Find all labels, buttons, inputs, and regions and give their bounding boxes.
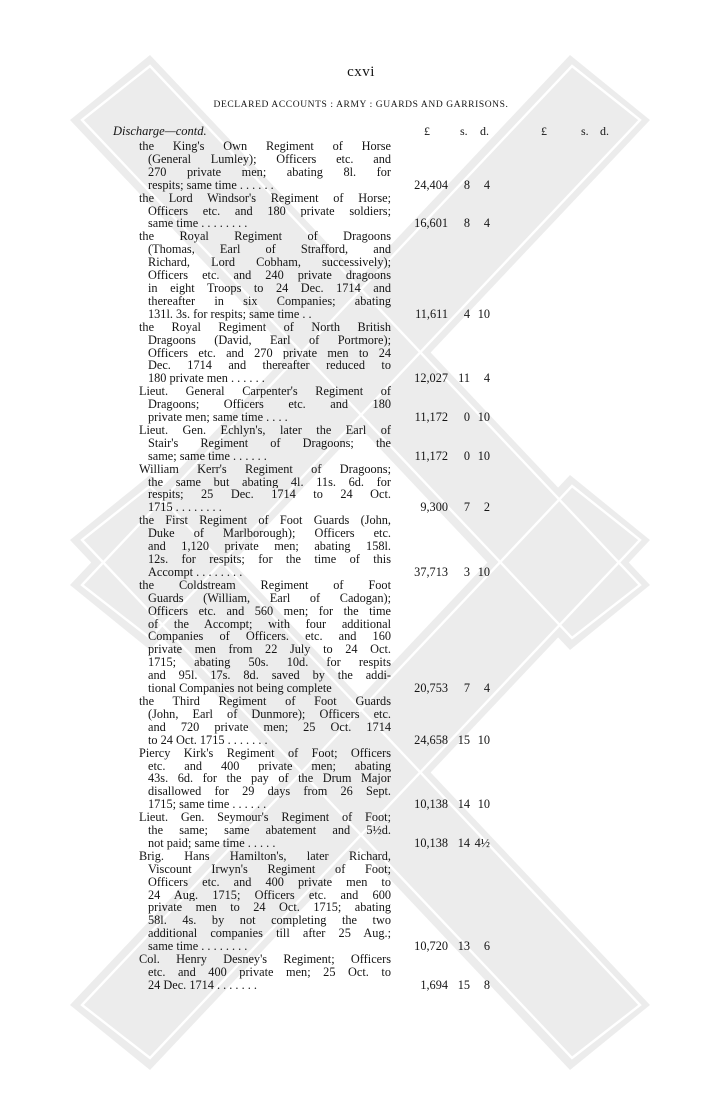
- entry-line: the Third Regiment of Foot Guards: [139, 694, 391, 708]
- amount-pounds: 10,720: [414, 939, 448, 954]
- amount-shillings: 4: [463, 306, 470, 321]
- column-headers: [0, 124, 722, 140]
- entry-line: Dragoons; Officers etc. and 180: [148, 398, 391, 412]
- entry-line: 180 private men . . . . . .: [148, 372, 265, 386]
- account-entry: [0, 579, 722, 695]
- entry-line: Officers etc. and 560 men; for the time: [148, 604, 391, 618]
- entry-line: etc. and 400 private men; 25 Oct. to: [148, 966, 391, 979]
- entry-line: private men from 22 July to 24 Oct.: [148, 643, 391, 657]
- amount-pence: 2: [483, 500, 490, 515]
- amount-shillings: 0: [463, 410, 470, 425]
- entry-description: [139, 192, 391, 231]
- account-entry: [0, 695, 722, 747]
- entry-line: to 24 Oct. 1715 . . . . . . .: [148, 733, 268, 747]
- amount-pounds: 37,713: [414, 564, 448, 579]
- amount-shillings: 0: [463, 448, 470, 463]
- amount-pounds: 12,027: [414, 371, 448, 386]
- entry-line: additional companies till after 25 Aug.;: [148, 927, 391, 941]
- entry-description: [139, 850, 391, 953]
- entry-line: and 1,120 private men; abating 158l.: [148, 540, 391, 553]
- amount-pounds: 10,138: [414, 797, 448, 812]
- amount-pence: 4½: [474, 835, 490, 850]
- amount-pence: 4: [483, 177, 490, 192]
- entry-line: in eight Troops to 24 Dec. 1714 and: [148, 281, 391, 295]
- entry-line: Companies of Officers. etc. and 160: [148, 630, 391, 644]
- pence-header-2: d.: [600, 124, 609, 138]
- entry-line: the same but abating 4l. 11s. 6d. for: [148, 475, 391, 489]
- amount-pounds: 11,172: [414, 410, 448, 425]
- entry-line: Viscount Irwyn's Regiment of Foot;: [148, 862, 391, 876]
- entry-line: same; same time . . . . . .: [148, 449, 267, 463]
- account-entry: [0, 140, 722, 192]
- entry-line: Officers etc. and 270 private men to 24: [148, 346, 391, 360]
- pence-header-1: d.: [480, 124, 489, 138]
- account-entry: [0, 230, 722, 320]
- amount-pence: 10: [477, 797, 490, 812]
- pounds-header-2: £: [541, 124, 547, 138]
- entry-line: the Royal Regiment of Dragoons: [139, 230, 391, 244]
- account-entry: [0, 385, 722, 424]
- entry-line: private men to 24 Oct. 1715; abating: [148, 901, 391, 915]
- page-number: cxvi: [347, 64, 375, 80]
- entry-line: 270 private men; abating 8l. for: [148, 165, 391, 179]
- amount-shillings: 15: [457, 732, 470, 747]
- account-entry: [0, 747, 722, 812]
- amount-pence: 8: [483, 977, 490, 992]
- entry-line: the First Regiment of Foot Guards (John,: [139, 514, 391, 528]
- entry-line: (John, Earl of Dunmore); Officers etc.: [148, 707, 391, 721]
- entry-line: William Kerr's Regiment of Dragoons;: [139, 462, 391, 476]
- entry-line: the Royal Regiment of North British: [139, 320, 391, 334]
- entry-line: tional Companies not being complete: [148, 682, 332, 695]
- amount-pence: 4: [483, 681, 490, 696]
- entry-line: Dec. 1714 and thereafter reduced to: [148, 359, 391, 373]
- entry-description: [139, 953, 391, 992]
- section-title: Discharge—contd.: [113, 124, 207, 138]
- amount-pence: 10: [477, 732, 490, 747]
- entry-line: etc. and 400 private men; abating: [148, 759, 391, 773]
- entry-line: 1715; same time . . . . . .: [148, 798, 267, 812]
- amount-shillings: 14: [457, 835, 470, 850]
- entry-description: [139, 747, 391, 812]
- entry-line: Stair's Regiment of Dragoons; the: [148, 436, 391, 450]
- amount-shillings: 8: [463, 177, 470, 192]
- entry-line: of the Accompt; with four additional: [148, 617, 391, 631]
- shillings-header-2: s.: [581, 124, 589, 138]
- amount-shillings: 14: [457, 797, 470, 812]
- entry-line: private men; same time . . . .: [148, 411, 288, 424]
- entry-line: and 95l. 17s. 8d. saved by the addi-: [148, 669, 391, 683]
- amount-pence: 4: [483, 216, 490, 231]
- entry-line: 1715 . . . . . . . .: [148, 501, 222, 515]
- entry-line: disallowed for 29 days from 26 Sept.: [148, 785, 391, 799]
- entry-line: 58l. 4s. by not completing the two: [148, 914, 391, 928]
- entry-line: Accompt . . . . . . . .: [148, 565, 243, 579]
- account-entry: [0, 850, 722, 953]
- entry-description: [139, 385, 391, 424]
- entry-description: [139, 424, 391, 463]
- entry-line: and 720 private men; 25 Oct. 1714: [148, 720, 391, 734]
- account-entry: [0, 424, 722, 463]
- entry-line: same time . . . . . . . .: [148, 217, 248, 231]
- entry-line: Officers etc. and 180 private soldiers;: [148, 204, 391, 218]
- entry-line: not paid; same time . . . . .: [148, 836, 276, 850]
- account-entry: [0, 192, 722, 231]
- entry-line: (Thomas, Earl of Strafford, and: [148, 243, 391, 257]
- entry-description: [139, 811, 391, 850]
- account-entry: [0, 811, 722, 850]
- entry-description: [139, 140, 391, 192]
- entries-list: [0, 140, 722, 992]
- entry-line: 24 Dec. 1714 . . . . . . .: [148, 978, 257, 992]
- amount-pence: 10: [477, 448, 490, 463]
- amount-shillings: 3: [463, 564, 470, 579]
- entry-line: Lieut. General Carpenter's Regiment of: [139, 385, 391, 399]
- amount-shillings: 11: [458, 371, 470, 386]
- entry-line: (General Lumley); Officers etc. and: [148, 152, 391, 166]
- entry-line: the King's Own Regiment of Horse: [139, 140, 391, 153]
- shillings-header-1: s.: [460, 124, 468, 138]
- entry-line: Lieut. Gen. Echlyn's, later the Earl of: [139, 423, 391, 437]
- entry-line: 43s. 6d. for the pay of the Drum Major: [148, 772, 391, 786]
- amount-pence: 10: [477, 306, 490, 321]
- entry-line: Lieut. Gen. Seymour's Regiment of Foot;: [139, 811, 391, 825]
- entry-line: 1715; abating 50s. 10d. for respits: [148, 656, 391, 670]
- amount-shillings: 13: [457, 939, 470, 954]
- amount-pounds: 24,404: [414, 177, 448, 192]
- amount-pounds: 20,753: [414, 681, 448, 696]
- entry-line: Guards (William, Earl of Cadogan);: [148, 591, 391, 605]
- amount-pounds: 9,300: [420, 500, 448, 515]
- amount-pounds: 1,694: [420, 977, 448, 992]
- entry-description: [139, 321, 391, 386]
- amount-shillings: 7: [463, 500, 470, 515]
- entry-line: Richard, Lord Cobham, successively);: [148, 256, 391, 270]
- account-entry: [0, 463, 722, 515]
- account-entry: [0, 953, 722, 992]
- amount-shillings: 8: [463, 216, 470, 231]
- entry-description: [139, 695, 391, 747]
- amount-pounds: 10,138: [414, 835, 448, 850]
- entry-line: Col. Henry Desney's Regiment; Officers: [139, 953, 391, 966]
- entry-line: the same; same abatement and 5½d.: [148, 824, 391, 837]
- amount-shillings: 15: [457, 977, 470, 992]
- entry-line: Duke of Marlborough); Officers etc.: [148, 527, 391, 541]
- entry-line: respits; 25 Dec. 1714 to 24 Oct.: [148, 488, 391, 502]
- entry-description: [139, 514, 391, 579]
- account-entry: [0, 514, 722, 579]
- entry-description: [139, 463, 391, 515]
- amount-pence: 10: [477, 410, 490, 425]
- entry-description: [139, 230, 391, 320]
- amount-pence: 10: [477, 564, 490, 579]
- account-entry: [0, 321, 722, 386]
- pounds-header-1: £: [424, 124, 430, 138]
- entry-line: thereafter in six Companies; abating: [148, 294, 391, 308]
- entry-line: Piercy Kirk's Regiment of Foot; Officers: [139, 746, 391, 760]
- entry-line: same time . . . . . . . .: [148, 940, 248, 954]
- entry-line: the Coldstream Regiment of Foot: [139, 578, 391, 592]
- entry-line: Officers etc. and 240 private dragoons: [148, 269, 391, 282]
- amount-pounds: 11,611: [415, 306, 448, 321]
- entry-description: [139, 579, 391, 695]
- amount-pence: 4: [483, 371, 490, 386]
- entry-line: 12s. for respits; for the time of this: [148, 553, 391, 566]
- amount-shillings: 7: [463, 681, 470, 696]
- entry-line: 24 Aug. 1715; Officers etc. and 600: [148, 888, 391, 902]
- entry-line: the Lord Windsor's Regiment of Horse;: [139, 191, 391, 205]
- entry-line: Brig. Hans Hamilton's, later Richard,: [139, 849, 391, 863]
- amount-pence: 6: [483, 939, 490, 954]
- entry-line: Dragoons (David, Earl of Portmore);: [148, 333, 391, 347]
- amount-pounds: 11,172: [414, 448, 448, 463]
- amount-pounds: 16,601: [414, 216, 448, 231]
- running-head: DECLARED ACCOUNTS : ARMY : GUARDS AND GARRISONS.: [213, 100, 509, 110]
- amount-pounds: 24,658: [414, 732, 448, 747]
- entry-line: Officers etc. and 400 private men to: [148, 875, 391, 889]
- entry-line: 131l. 3s. for respits; same time . .: [148, 307, 312, 321]
- entry-line: respits; same time . . . . . .: [148, 178, 274, 192]
